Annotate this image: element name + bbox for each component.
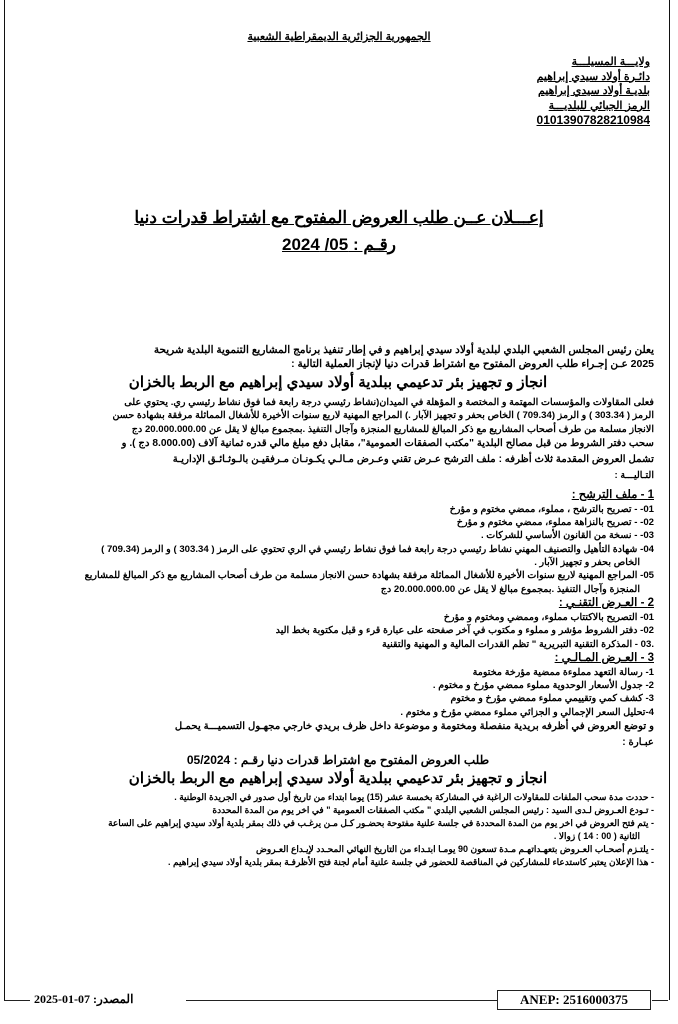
note: - يتم فتح العروض في اخر يوم من المدة المحددة في جلسة علنية مفتوحة بحضـور كـل مـن يرغـب في ذلك بمقر بلدية أولاد سيدي إبراهيم على الساعة	[108, 818, 654, 829]
envelope-project: انجاز و تجهيز بئر تدعيمي ببلدية أولاد سيدي إبراهيم مع الربط بالخزان	[128, 770, 548, 788]
note: - حددت مدة سحب الملفات للمقاولات الراغبة في المشاركة بخمسة عشر (15) يوما ابتداء من تاريخ أول صدور في الجريدة الوطنية .	[174, 792, 654, 803]
footer-rule	[4, 1000, 30, 1001]
title-line-1: إعـــلان عــن طلب العروض المفتوح مع اشتراط قدرات دنيا	[134, 208, 544, 227]
intro-line: 2025 عـن إجـراء طلب العروض المفتوح مع اشتراط قدرات دنيا لإنجاز العملية التالية :	[291, 358, 654, 370]
list-item: 05- المراجع المهنية لاربع سنوات الأخيرة للأشغال المماثلة مرفقة بشهادة حسن الانجاز مسلمة من طرف أصحاب المشاريع مع ذكر المبالغ للمشاريع	[84, 570, 654, 582]
list-item: .03 - المذكرة التقنية التبريرية " تظم القدرات المالية و المهنية والتقنية	[382, 638, 654, 650]
footer-rule	[186, 1000, 498, 1001]
note: الثانية ( 00 : 14 ) زوالا .	[553, 831, 640, 842]
section-heading-financial: 3 - العـرض المـالـي :	[554, 651, 654, 664]
list-item: 01- - تصريح بالترشح ، مملوء، ممضي مختوم و مؤرخ	[449, 503, 654, 515]
section-heading-technical: 2 - العـرض التقنـي :	[558, 596, 654, 609]
wilaya: ولايـــة المسيلـــة	[571, 56, 650, 68]
note: - تـودع العـروض لـدى السيد : رئيس المجلس الشعبي البلدي " مكتب الصفقات العمومية " في اخر يوم من المدة المحددة	[212, 805, 654, 816]
eligibility-line: الرمز ( 303.34 ) و الرمز (709.34 ) الخاص بحفر و تجهيز الآبار .) المراجع المهنية لاربع سنوات الأخيرة للأشغال المماثلة مرفقة بشهادة حسن	[112, 410, 654, 422]
list-item: الخاص بحفر و تجهيز الآبار .	[534, 557, 640, 569]
list-item: 02- - تصريح بالنزاهة مملوء، ممضي مختوم و مؤرخ	[456, 517, 654, 529]
announcement-title	[0, 204, 678, 258]
footer	[0, 990, 678, 1010]
list-item: 03- - نسخة من القانون الأساسي للشركات .	[480, 530, 654, 542]
list-item: 02- دفتر الشروط مؤشر و مملوء و مكتوب في آخر صفحته على عبارة قرء و قبل مكتوبة بخط اليد	[275, 625, 654, 637]
list-item: المنجزة وآجال التنفيذ .بمجموع مبالغ لا يقل عن 20.000.000.00 دج	[380, 583, 640, 595]
commune: بلديـة أولاد سيدي إبراهيم	[538, 85, 650, 97]
note: - يلتـزم أصحـاب العـروض بتعهـداتهـم مـدة تسعون 90 يومـا ابتـداء من التاريخ النهائي المحـدد لإيـداع العـروض	[256, 844, 654, 855]
tax-code: 01013907828210984	[536, 113, 650, 127]
footer-rule	[652, 1000, 668, 1001]
envelope-line: و توضع العروض في أظرفه بريدية منفصلة ومختومة و موضوعة داخل ظرف بريدي خارجي مجهـول التسميـــة يحمـل	[174, 721, 654, 733]
republic-header: الجمهورية الجزائرية الديمقراطية الشعبية	[247, 31, 431, 43]
list-item: 01- التصريح بالاكتتاب مملوء، وممضي ومختوم و مؤرخ	[443, 611, 654, 623]
intro-line: يعلن رئيس المجلس الشعبي البلدي لبلدية أولاد سيدي إبراهيم و في إطار تنفيذ برنامج المشاريع التنموية البلدية شريحة	[153, 344, 654, 356]
announcement-body	[22, 343, 654, 869]
eligibility-line: الانجاز مسلمة من طرف أصحاب المشاريع مع ذكر المبالغ للمشاريع المنجزة وآجال التنفيذ .بمجموع مبالغ لا يقل عن 20.000.000.00 دج	[131, 423, 654, 435]
daira: دائـرة أولاد سيدي إبراهيم	[536, 70, 650, 83]
anep-reference: ANEP: 2516000375	[497, 990, 651, 1010]
issuer-block	[537, 55, 650, 128]
eligibility-line: التـاليـــة :	[614, 469, 654, 481]
title-number: رقـم : 05/ 2024	[282, 235, 396, 254]
envelope-reference: طلب العروض المفتوح مع اشتراط قدرات دنيا رقـم : 05/2024	[186, 753, 490, 768]
source-date: المصدر: 07-01-2025	[34, 992, 134, 1006]
tax-code-label: الرمز الجبائي للبلديـــة	[548, 99, 650, 112]
list-item: 4-تحليل السعر الإجمالي و الجزائي مملوء ممضي مؤرخ و مختوم .	[400, 706, 654, 718]
project-title: انجاز و تجهيز بئر تدعيمي ببلدية أولاد سيدي إبراهيم مع الربط بالخزان	[128, 374, 548, 391]
eligibility-line: تشمل العروض المقدمة ثلاث أظرفه : ملف الترشح عـرض تقني وعـرض مـالـي يكـونـان مـرفقيـن بالـوثـائـق الإداريـة	[172, 453, 654, 465]
note: - هذا الإعلان يعتبر كاستدعاء للمشاركين في المناقصة للحضور في جلسة علنية أمام لجنة فتح الأظرفـة بمقر بلدية أولاد سيدي إبراهيم .	[167, 857, 654, 868]
list-item: 04- شهادة التأهيل والتصنيف المهني نشاط رئيسي درجة رابعة فما فوق نشاط رئيسي في الري تحتوي على الرمز ( 303.34 ) و الرمز (709.34 )	[101, 543, 654, 555]
list-item: 3- كشف كمي وتقييمي مملوء ممضي مؤرخ و مختوم	[450, 693, 654, 705]
section-heading-candidacy: 1 - ملف الترشح :	[571, 488, 654, 501]
eligibility-line: سحب دفتر الشروط من قبل مصالح البلدية "مكتب الصفقات العمومية"، مقابل دفع مبلغ مالي قدره ثمانية آلاف (8.000.00 دج ). و	[121, 437, 654, 449]
list-item: 2- جدول الأسعار الوحدوية مملوء ممضي مؤرخ و مختوم .	[432, 680, 654, 692]
eligibility-line: فعلى المقاولات والمؤسسات المهتمة و المختصة و المؤهلة في الميدان(نشاط رئيسي درجة رابعة فما فوق نشاط رئيسي ري. يحتوي على	[124, 397, 654, 408]
list-item: 1- رسالة التعهد مملوءة ممضية مؤرخة مختومة	[472, 666, 654, 678]
envelope-line: عبـارة :	[622, 737, 654, 749]
